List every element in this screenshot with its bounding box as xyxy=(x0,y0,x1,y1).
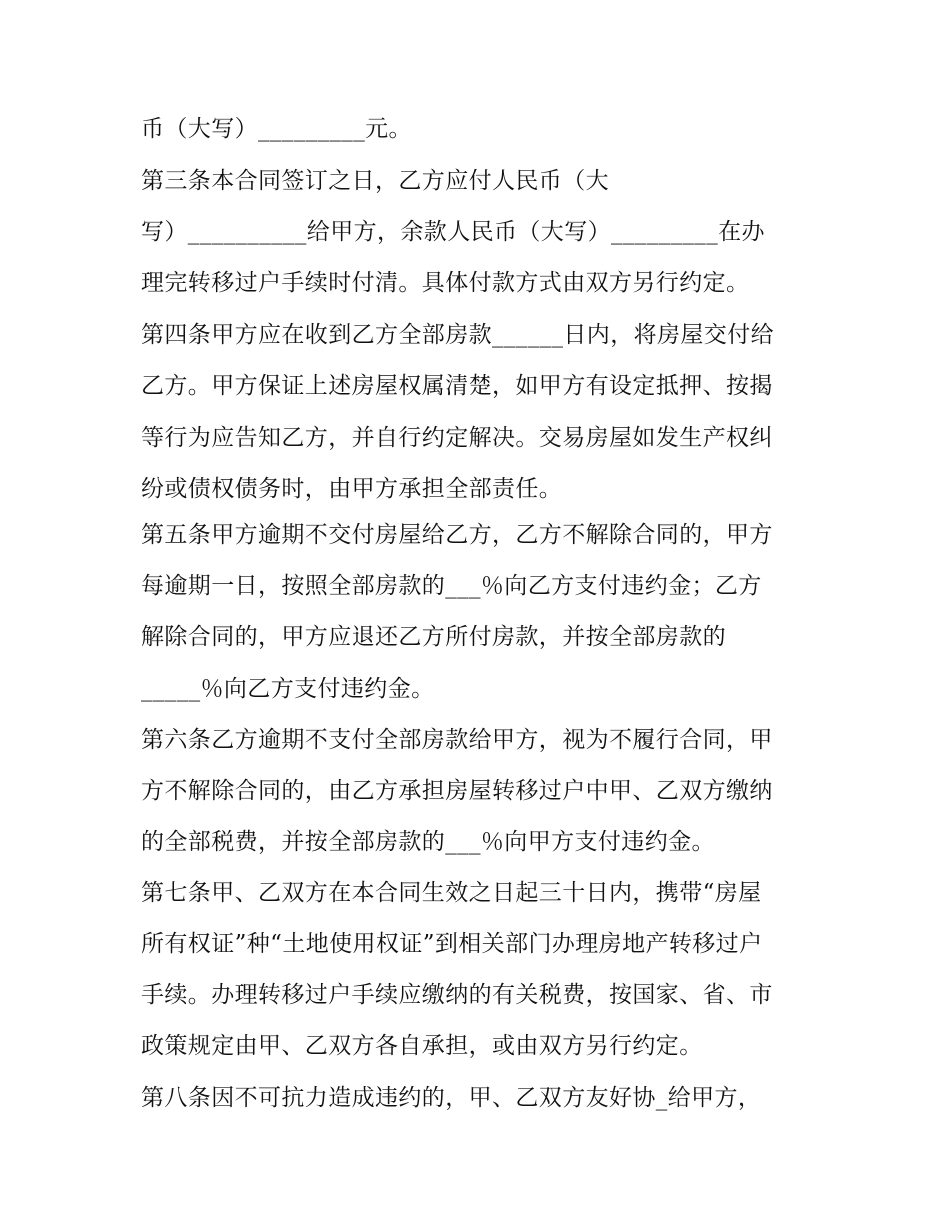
text-line: _____％向乙方支付违约金。 xyxy=(141,676,435,702)
text-line: 所有权证”种“土地使用权证”到相关部门办理房地产转移过户 xyxy=(141,931,763,957)
text-line: 等行为应告知乙方，并自行约定解决。交易房屋如发生产权纠 xyxy=(141,425,773,451)
text-line: 方不解除合同的，由乙方承担房屋转移过户中甲、乙双方缴纳 xyxy=(141,778,773,804)
text-line: 解除合同的，甲方应退还乙方所付房款，并按全部房款的 xyxy=(141,624,726,650)
text-line: 手续。办理转移过户手续应缴纳的有关税费，按国家、省、市 xyxy=(141,982,773,1008)
text-line: 第六条乙方逾期不支付全部房款给甲方，视为不履行合同，甲 xyxy=(141,727,773,753)
text-line: 乙方。甲方保证上述房屋权属清楚，如甲方有设定抵押、按揭 xyxy=(141,373,773,399)
text-line: 第四条甲方应在收到乙方全部房款______日内，将房屋交付给 xyxy=(141,322,774,348)
text-line: 理完转移过户手续时付清。具体付款方式由双方另行约定。 xyxy=(141,270,750,296)
text-line: 第八条因不可抗力造成违约的，甲、乙双方友好协_给甲方， xyxy=(141,1085,762,1111)
text-line: 写）__________给甲方，余款人民币（大写）_________在办 xyxy=(141,219,765,245)
text-line: 第三条本合同签订之日，乙方应付人民币（大 xyxy=(141,168,609,194)
text-line: 第七条甲、乙双方在本合同生效之日起三十日内，携带“房屋 xyxy=(141,880,762,906)
text-line: 每逾期一日，按照全部房款的___％向乙方支付违约金；乙方 xyxy=(141,573,762,599)
text-line: 币（大写）_________元。 xyxy=(141,116,412,142)
text-line: 的全部税费，并按全部房款的___％向甲方支付违约金。 xyxy=(141,829,715,855)
text-line: 第五条甲方逾期不交付房屋给乙方，乙方不解除合同的，甲方 xyxy=(141,522,773,548)
text-line: 政策规定由甲、乙双方各自承担，或由双方另行约定。 xyxy=(141,1033,703,1059)
text-line: 纷或债权债务时，由甲方承担全部责任。 xyxy=(141,476,563,502)
